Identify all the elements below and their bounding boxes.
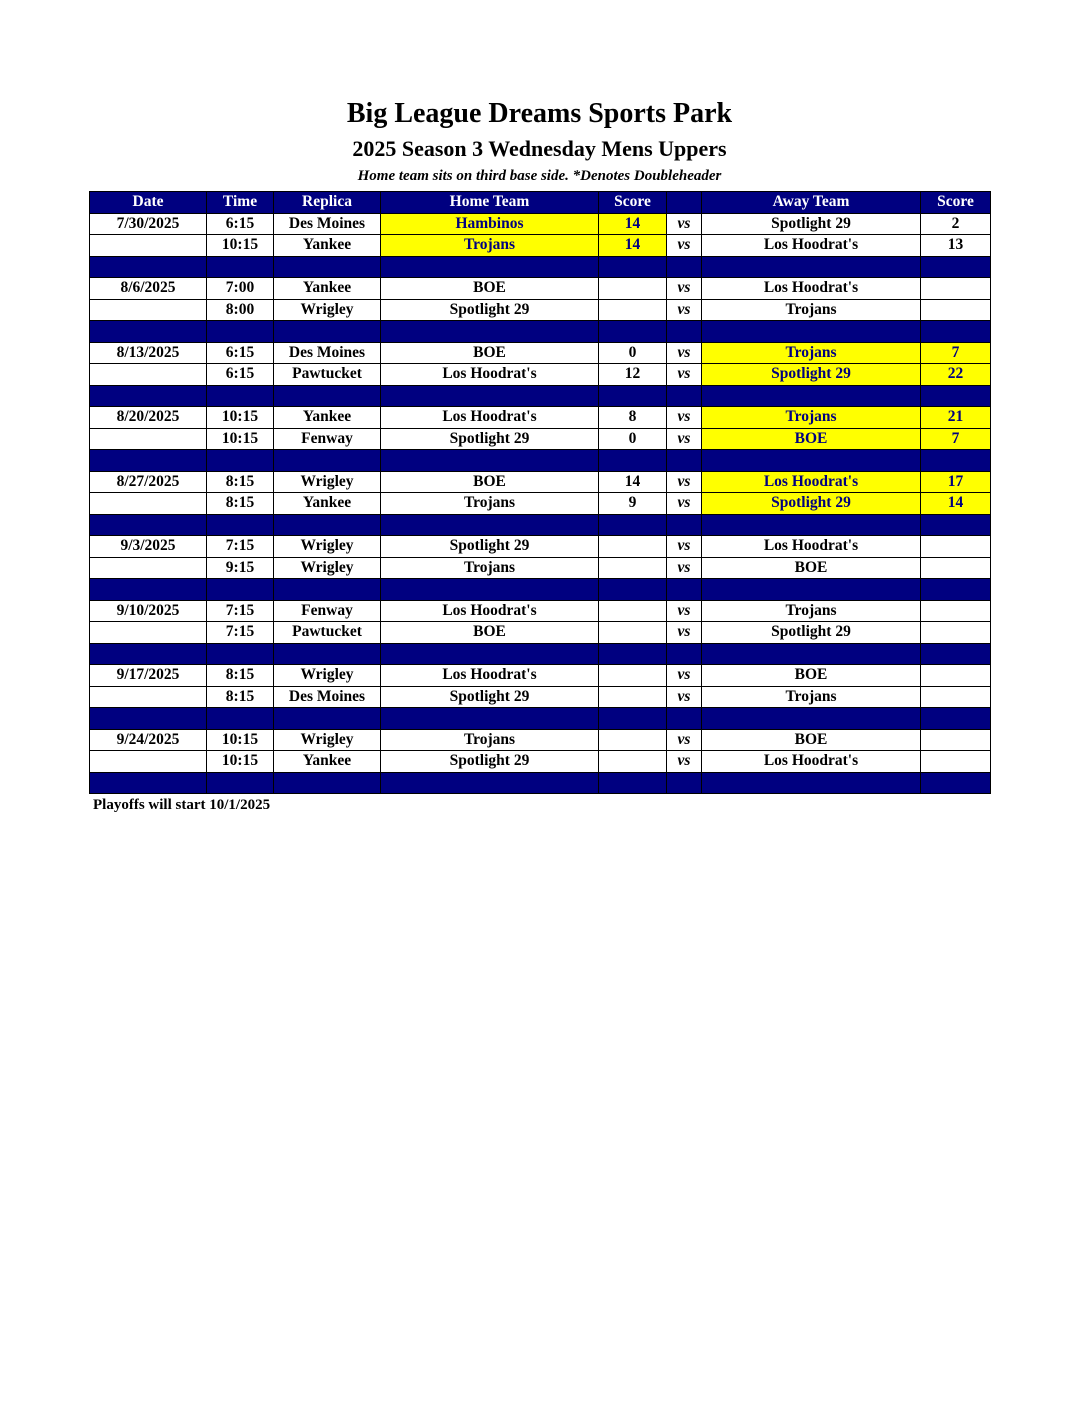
separator-cell — [667, 772, 702, 794]
separator-cell — [599, 772, 667, 794]
game-time: 7:15 — [207, 600, 274, 622]
separator-cell — [921, 385, 991, 407]
home-team: Spotlight 29 — [381, 428, 599, 450]
game-time: 8:15 — [207, 493, 274, 515]
away-score: 22 — [921, 364, 991, 386]
game-date: 7/30/2025 — [90, 213, 207, 235]
away-score — [921, 299, 991, 321]
separator-cell — [274, 385, 381, 407]
playoffs-note: Playoffs will start 10/1/2025 — [93, 797, 271, 813]
vs-label: vs — [667, 235, 702, 257]
col-home-team: Home Team — [381, 192, 599, 214]
game-time: 8:15 — [207, 665, 274, 687]
home-team: Trojans — [381, 729, 599, 751]
game-time: 8:15 — [207, 471, 274, 493]
col-replica: Replica — [274, 192, 381, 214]
separator-cell — [702, 772, 921, 794]
away-score — [921, 751, 991, 773]
separator-cell — [667, 579, 702, 601]
separator-cell — [702, 450, 921, 472]
game-time: 9:15 — [207, 557, 274, 579]
game-date — [90, 622, 207, 644]
schedule-table — [89, 191, 991, 794]
separator-cell — [207, 514, 274, 536]
table-row — [90, 557, 991, 579]
table-row — [90, 536, 991, 558]
home-score: 14 — [599, 235, 667, 257]
vs-label: vs — [667, 364, 702, 386]
table-row — [90, 299, 991, 321]
table-row — [90, 493, 991, 515]
game-replica: Pawtucket — [274, 622, 381, 644]
vs-label: vs — [667, 278, 702, 300]
away-team: Los Hoodrat's — [702, 536, 921, 558]
game-date: 9/10/2025 — [90, 600, 207, 622]
game-date — [90, 557, 207, 579]
separator-cell — [667, 514, 702, 536]
away-score — [921, 665, 991, 687]
away-score — [921, 686, 991, 708]
away-team: BOE — [702, 665, 921, 687]
game-replica: Des Moines — [274, 213, 381, 235]
game-replica: Yankee — [274, 407, 381, 429]
game-time: 8:15 — [207, 686, 274, 708]
separator-cell — [90, 514, 207, 536]
separator-cell — [381, 708, 599, 730]
game-date — [90, 751, 207, 773]
separator-cell — [702, 708, 921, 730]
table-row — [90, 342, 991, 364]
away-team: Trojans — [702, 600, 921, 622]
game-replica: Des Moines — [274, 342, 381, 364]
vs-label: vs — [667, 342, 702, 364]
vs-label: vs — [667, 729, 702, 751]
separator-cell — [667, 385, 702, 407]
game-date: 8/6/2025 — [90, 278, 207, 300]
table-row — [90, 665, 991, 687]
separator-cell — [599, 708, 667, 730]
page-subtitle: 2025 Season 3 Wednesday Mens Uppers — [352, 136, 727, 161]
separator-cell — [90, 643, 207, 665]
separator-cell — [599, 256, 667, 278]
away-team: Spotlight 29 — [702, 213, 921, 235]
home-score: 8 — [599, 407, 667, 429]
home-team: BOE — [381, 622, 599, 644]
away-team: Spotlight 29 — [702, 493, 921, 515]
home-score — [599, 557, 667, 579]
table-row — [90, 751, 991, 773]
home-score — [599, 299, 667, 321]
away-team: Trojans — [702, 686, 921, 708]
col-vs — [667, 192, 702, 214]
away-score — [921, 536, 991, 558]
week-separator — [90, 708, 991, 730]
away-team: BOE — [702, 729, 921, 751]
vs-label: vs — [667, 622, 702, 644]
game-date — [90, 364, 207, 386]
game-date — [90, 686, 207, 708]
away-team: Los Hoodrat's — [702, 278, 921, 300]
schedule-note: Home team sits on third base side. *Denotes Doubleheader — [357, 168, 722, 184]
game-time: 7:15 — [207, 622, 274, 644]
vs-label: vs — [667, 428, 702, 450]
home-score: 0 — [599, 342, 667, 364]
vs-label: vs — [667, 536, 702, 558]
table-row — [90, 686, 991, 708]
separator-cell — [921, 643, 991, 665]
vs-label: vs — [667, 299, 702, 321]
home-team: Los Hoodrat's — [381, 407, 599, 429]
away-team: BOE — [702, 428, 921, 450]
home-score: 14 — [599, 213, 667, 235]
game-replica: Wrigley — [274, 471, 381, 493]
table-row — [90, 235, 991, 257]
game-replica: Wrigley — [274, 536, 381, 558]
separator-cell — [381, 450, 599, 472]
separator-cell — [599, 321, 667, 343]
separator-cell — [274, 514, 381, 536]
separator-cell — [90, 321, 207, 343]
week-separator — [90, 579, 991, 601]
game-time: 10:15 — [207, 729, 274, 751]
game-replica: Yankee — [274, 751, 381, 773]
away-score: 14 — [921, 493, 991, 515]
separator-cell — [702, 579, 921, 601]
home-score: 9 — [599, 493, 667, 515]
col-home-score: Score — [599, 192, 667, 214]
page-title: Big League Dreams Sports Park — [346, 98, 733, 129]
table-row — [90, 364, 991, 386]
table-row — [90, 471, 991, 493]
vs-label: vs — [667, 557, 702, 579]
game-date — [90, 299, 207, 321]
game-date — [90, 235, 207, 257]
table-row — [90, 278, 991, 300]
separator-cell — [599, 643, 667, 665]
table-row — [90, 600, 991, 622]
game-replica: Yankee — [274, 235, 381, 257]
game-time: 6:15 — [207, 213, 274, 235]
vs-label: vs — [667, 686, 702, 708]
table-row — [90, 428, 991, 450]
home-team: BOE — [381, 278, 599, 300]
separator-cell — [921, 772, 991, 794]
home-score — [599, 536, 667, 558]
game-replica: Wrigley — [274, 729, 381, 751]
table-row — [90, 729, 991, 751]
home-team: Spotlight 29 — [381, 686, 599, 708]
game-replica: Pawtucket — [274, 364, 381, 386]
game-date: 9/17/2025 — [90, 665, 207, 687]
game-time: 7:00 — [207, 278, 274, 300]
home-team: Trojans — [381, 557, 599, 579]
week-separator — [90, 385, 991, 407]
game-replica: Yankee — [274, 278, 381, 300]
separator-cell — [207, 708, 274, 730]
game-time: 8:00 — [207, 299, 274, 321]
game-date: 9/3/2025 — [90, 536, 207, 558]
vs-label: vs — [667, 751, 702, 773]
separator-cell — [921, 450, 991, 472]
col-time: Time — [207, 192, 274, 214]
separator-cell — [381, 772, 599, 794]
away-score — [921, 729, 991, 751]
home-score: 0 — [599, 428, 667, 450]
home-score: 12 — [599, 364, 667, 386]
separator-cell — [274, 321, 381, 343]
vs-label: vs — [667, 213, 702, 235]
home-team: Spotlight 29 — [381, 751, 599, 773]
game-date: 8/13/2025 — [90, 342, 207, 364]
home-score — [599, 751, 667, 773]
home-team: Spotlight 29 — [381, 299, 599, 321]
game-date: 8/27/2025 — [90, 471, 207, 493]
game-date: 9/24/2025 — [90, 729, 207, 751]
separator-cell — [921, 321, 991, 343]
separator-cell — [381, 321, 599, 343]
game-date: 8/20/2025 — [90, 407, 207, 429]
home-team: Los Hoodrat's — [381, 364, 599, 386]
home-team: BOE — [381, 471, 599, 493]
game-replica: Fenway — [274, 428, 381, 450]
away-team: Los Hoodrat's — [702, 235, 921, 257]
col-away-team: Away Team — [702, 192, 921, 214]
separator-cell — [921, 514, 991, 536]
separator-cell — [921, 579, 991, 601]
separator-cell — [90, 385, 207, 407]
separator-cell — [90, 772, 207, 794]
away-score — [921, 557, 991, 579]
separator-cell — [207, 385, 274, 407]
separator-cell — [667, 321, 702, 343]
away-team: Spotlight 29 — [702, 622, 921, 644]
vs-label: vs — [667, 471, 702, 493]
game-time: 10:15 — [207, 428, 274, 450]
separator-cell — [921, 256, 991, 278]
separator-cell — [274, 450, 381, 472]
separator-cell — [381, 256, 599, 278]
game-time: 10:15 — [207, 751, 274, 773]
col-date: Date — [90, 192, 207, 214]
separator-cell — [702, 256, 921, 278]
col-away-score: Score — [921, 192, 991, 214]
home-team: Los Hoodrat's — [381, 600, 599, 622]
away-score — [921, 600, 991, 622]
away-team: Los Hoodrat's — [702, 751, 921, 773]
home-team: Trojans — [381, 235, 599, 257]
separator-cell — [599, 450, 667, 472]
home-team: Hambinos — [381, 213, 599, 235]
away-score — [921, 622, 991, 644]
game-time: 10:15 — [207, 235, 274, 257]
separator-cell — [381, 514, 599, 536]
game-replica: Fenway — [274, 600, 381, 622]
away-score — [921, 278, 991, 300]
separator-cell — [702, 643, 921, 665]
separator-cell — [921, 708, 991, 730]
week-separator — [90, 256, 991, 278]
game-time: 10:15 — [207, 407, 274, 429]
separator-cell — [207, 256, 274, 278]
game-time: 6:15 — [207, 364, 274, 386]
separator-cell — [207, 450, 274, 472]
vs-label: vs — [667, 600, 702, 622]
home-team: Los Hoodrat's — [381, 665, 599, 687]
separator-cell — [274, 579, 381, 601]
away-team: Trojans — [702, 407, 921, 429]
separator-cell — [274, 643, 381, 665]
separator-cell — [667, 643, 702, 665]
home-team: Spotlight 29 — [381, 536, 599, 558]
vs-label: vs — [667, 493, 702, 515]
header-row — [90, 192, 991, 214]
home-team: BOE — [381, 342, 599, 364]
separator-cell — [207, 579, 274, 601]
separator-cell — [667, 708, 702, 730]
home-score — [599, 686, 667, 708]
separator-cell — [599, 385, 667, 407]
separator-cell — [702, 321, 921, 343]
separator-cell — [207, 772, 274, 794]
home-team: Trojans — [381, 493, 599, 515]
home-score — [599, 622, 667, 644]
separator-cell — [207, 321, 274, 343]
away-score: 21 — [921, 407, 991, 429]
separator-cell — [274, 256, 381, 278]
game-replica: Des Moines — [274, 686, 381, 708]
week-separator — [90, 643, 991, 665]
separator-cell — [90, 579, 207, 601]
game-time: 7:15 — [207, 536, 274, 558]
away-score: 7 — [921, 428, 991, 450]
home-score — [599, 600, 667, 622]
separator-cell — [274, 772, 381, 794]
game-replica: Wrigley — [274, 557, 381, 579]
home-score: 14 — [599, 471, 667, 493]
game-time: 6:15 — [207, 342, 274, 364]
away-score: 13 — [921, 235, 991, 257]
separator-cell — [90, 450, 207, 472]
vs-label: vs — [667, 407, 702, 429]
game-date — [90, 493, 207, 515]
week-separator — [90, 321, 991, 343]
week-separator — [90, 772, 991, 794]
away-team: Spotlight 29 — [702, 364, 921, 386]
table-row — [90, 622, 991, 644]
away-score: 17 — [921, 471, 991, 493]
separator-cell — [381, 643, 599, 665]
separator-cell — [667, 450, 702, 472]
week-separator — [90, 450, 991, 472]
game-date — [90, 428, 207, 450]
separator-cell — [599, 514, 667, 536]
separator-cell — [381, 385, 599, 407]
away-team: Trojans — [702, 299, 921, 321]
game-replica: Wrigley — [274, 665, 381, 687]
separator-cell — [381, 579, 599, 601]
separator-cell — [207, 643, 274, 665]
separator-cell — [90, 256, 207, 278]
week-separator — [90, 514, 991, 536]
home-score — [599, 729, 667, 751]
separator-cell — [667, 256, 702, 278]
separator-cell — [599, 579, 667, 601]
schedule-body — [90, 213, 991, 794]
home-score — [599, 278, 667, 300]
game-replica: Yankee — [274, 493, 381, 515]
home-score — [599, 665, 667, 687]
separator-cell — [90, 708, 207, 730]
separator-cell — [702, 514, 921, 536]
away-team: Trojans — [702, 342, 921, 364]
vs-label: vs — [667, 665, 702, 687]
separator-cell — [702, 385, 921, 407]
away-score: 2 — [921, 213, 991, 235]
game-replica: Wrigley — [274, 299, 381, 321]
separator-cell — [274, 708, 381, 730]
away-score: 7 — [921, 342, 991, 364]
away-team: BOE — [702, 557, 921, 579]
table-row — [90, 407, 991, 429]
away-team: Los Hoodrat's — [702, 471, 921, 493]
table-row — [90, 213, 991, 235]
